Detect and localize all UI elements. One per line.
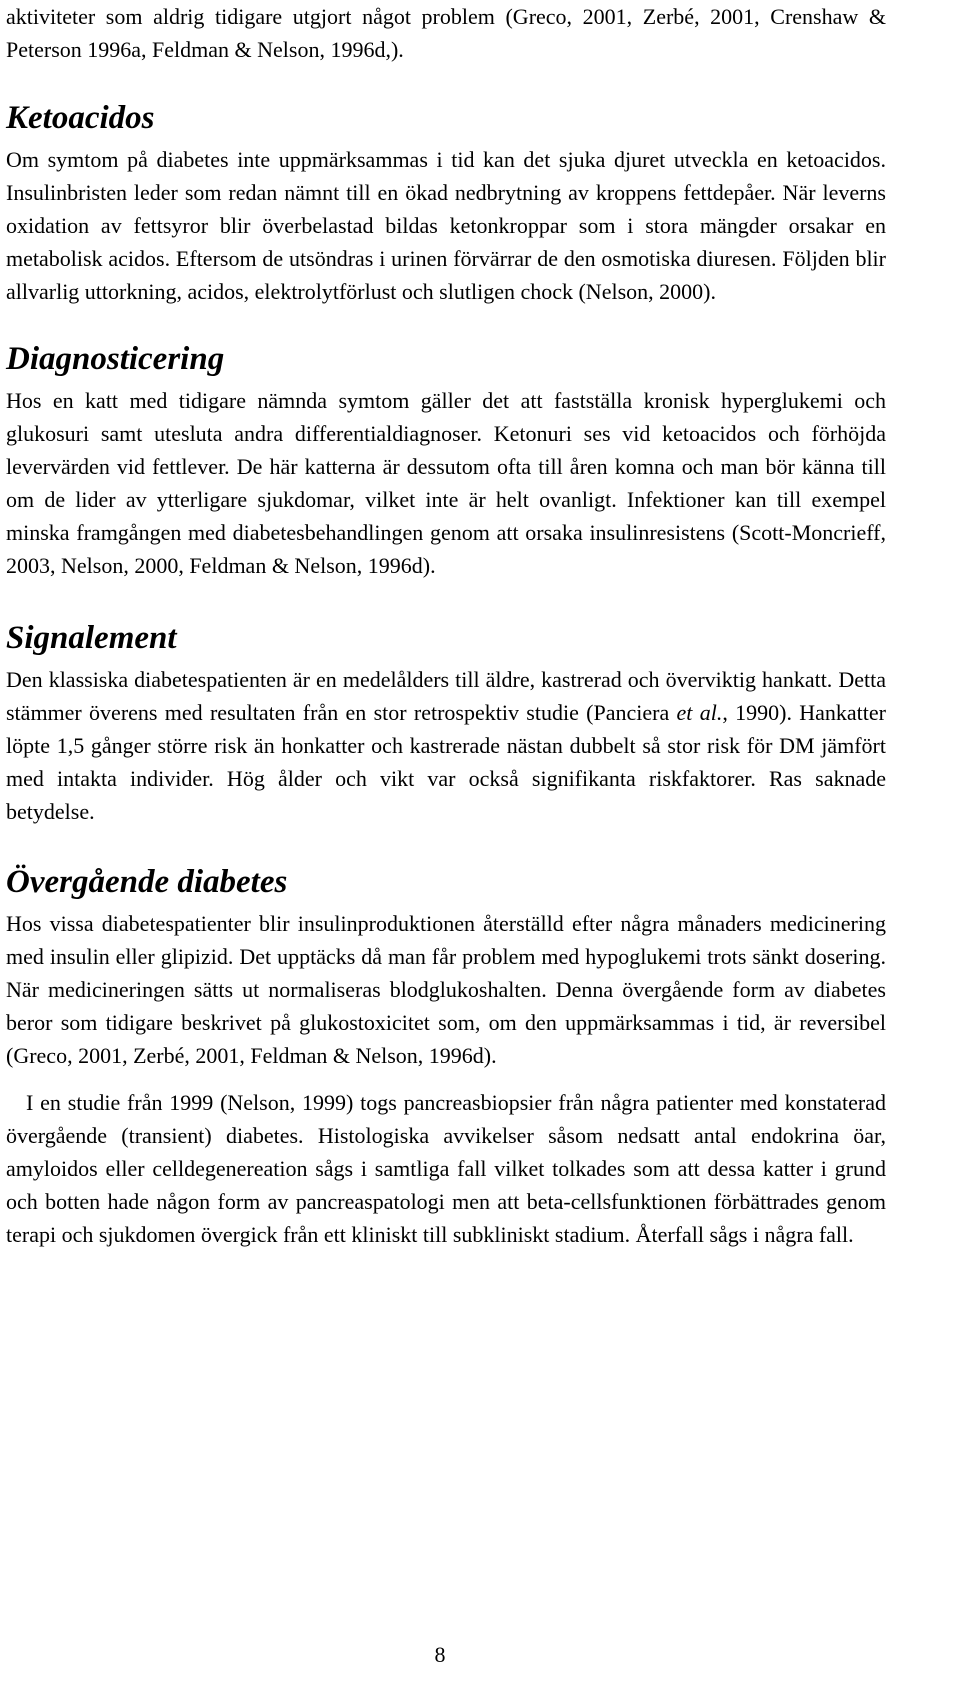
overgaende-diabetes-paragraph-1: Hos vissa diabetespatienter blir insulinproduktionen återställd efter några månaders medicinering med insulin eller glipizid. Det upptäcks då man får problem med hypoglukemi trots sänkt dosering. När medicineringen sätts ut normaliseras blodglukoshalten. Denna övergående form av diabetes beror som tidigare beskrivet på glukostoxicitet som, om den uppmärksammas i tid, är reversibel (Greco, 2001, Zerbé, 2001, Feldman & Nelson, 1996d).	[6, 911, 886, 1068]
page-number: 8	[434, 1642, 446, 1667]
section-heading-overgaende-diabetes: Övergående diabetes	[6, 864, 288, 900]
overgaende-diabetes-paragraph-2: I en studie från 1999 (Nelson, 1999) togs pancreasbiopsier från några patienter med konstaterad övergående (transient) diabetes. Histologiska avvikelser såsom nedsatt antal endokrina öar, amyloidos eller celldegenereation sågs i samtliga fall vilket tolkades som att dessa katter i grund och botten hade någon form av pancreaspatologi men att beta-cellsfunktionen förbättrades genom terapi och sjukdomen övergick från ett kliniskt till subkliniskt stadium. Återfall sågs i några fall.	[6, 1090, 886, 1247]
signalement-text-part-1: Den klassiska diabetespatienten är en medelålders till äldre, kastrerad och överviktig hankatt. Detta stämmer överens med resultaten från en stor retrospektiv studie (Panciera	[6, 667, 886, 725]
section-heading-ketoacidos: Ketoacidos	[6, 100, 155, 136]
opening-paragraph: aktiviteter som aldrig tidigare utgjort något problem (Greco, 2001, Zerbé, 2001, Crenshaw & Peterson 1996a, Feldman & Nelson, 1996d,).	[6, 4, 886, 62]
signalement-text-part-2: , 1990). Hankatter löpte 1,5 gånger större risk än honkatter och kastrerade nästan dubbelt så stor risk för DM jämfört med intakta individer. Hög ålder och vikt var också signifikanta riskfaktorer. Ras saknade betydelse.	[6, 700, 887, 824]
section-heading-signalement: Signalement	[6, 620, 177, 656]
signalement-paragraph	[6, 663, 886, 828]
signalement-italic-et-al: et al.	[676, 700, 723, 725]
document-page	[6, 0, 886, 1251]
section-heading-diagnosticering: Diagnosticering	[6, 341, 225, 377]
diagnosticering-paragraph: Hos en katt med tidigare nämnda symtom gäller det att fastställa kronisk hyperglukemi och glukosuri samt utesluta andra differentialdiagnoser. Ketonuri ses vid ketoacidos och förhöjda levervärden vid fettlever. De här katterna är dessutom ofta till åren komna och man bör känna till om de lider av ytterligare sjukdomar, vilket inte är helt ovanligt. Infektioner kan till exempel minska framgången med diabetesbehandlingen genom att orsaka insulinresistens (Scott-Moncrieff, 2003, Nelson, 2000, Feldman & Nelson, 1996d).	[6, 388, 886, 578]
ketoacidos-paragraph: Om symtom på diabetes inte uppmärksammas i tid kan det sjuka djuret utveckla en ketoacidos. Insulinbristen leder som redan nämnt till en ökad nedbrytning av kroppens fettdepåer. När leverns oxidation av fettsyror blir överbelastad bildas ketonkroppar som i stora mängder orsakar en metabolisk acidos. Eftersom de utsöndras i urinen förvärrar de den osmotiska diuresen. Följden blir allvarlig uttorkning, acidos, elektrolytförlust och slutligen chock (Nelson, 2000).	[6, 147, 886, 304]
